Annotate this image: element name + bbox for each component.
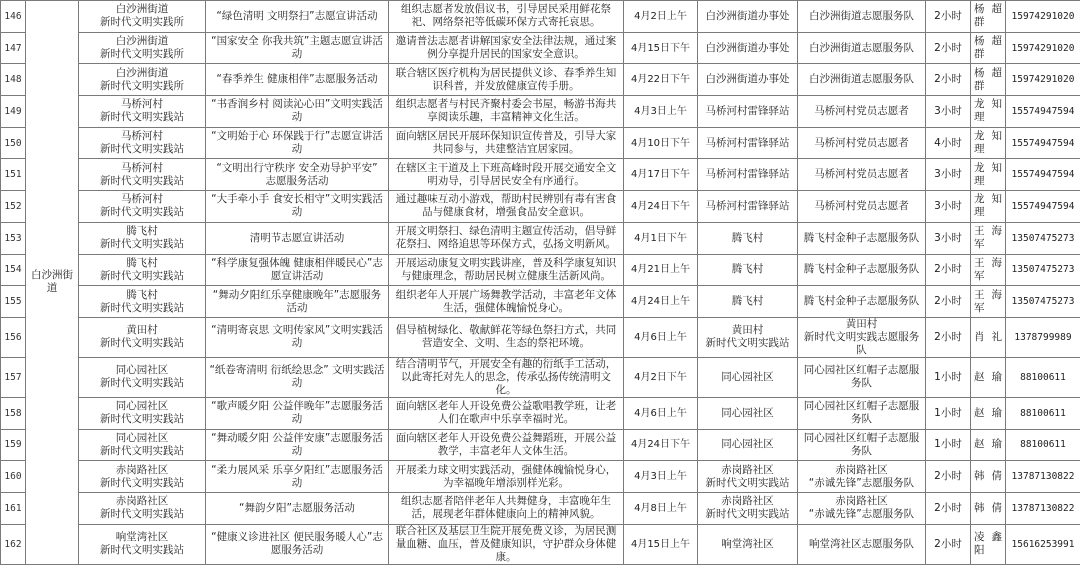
row-number-cell: 160 [1,461,26,493]
activity-name-cell: “歌声暖夕阳 公益伴晚年”志愿服务活动 [206,397,389,429]
activity-content-cell: 面向辖区居民开展环保知识宣传普及，引导大家共同参与，共建整洁宜居家园。 [389,127,624,159]
activity-place-cell: 马桥河村雷锋驿站 [698,127,798,159]
table-row [1,524,1080,564]
organizer-cell: 白沙洲街道 新时代文明实践所 [79,1,206,33]
duration-cell: 3小时 [926,222,971,254]
activity-name-cell: “舞动暖夕阳 公益伴安康”志愿服务活动 [206,429,389,461]
volunteer-team-cell: 同心园社区红帽子志愿服务队 [798,357,926,397]
row-number-cell: 162 [1,524,26,564]
activity-content-cell: 开展柔力球文明实践活动，强健体魄愉悦身心，为幸福晚年增添别样光彩。 [389,461,624,493]
activity-date-cell: 4月1日下午 [624,222,698,254]
organizer-cell: 同心园社区 新时代文明实践站 [79,429,206,461]
activity-content-cell: 面向辖区老年人开设免费公益舞蹈班，开展公益教学，丰富老年人文体生活。 [389,429,624,461]
organizer-cell: 腾飞村 新时代文明实践站 [79,222,206,254]
contact-phone-cell: 13507475273 [1006,286,1080,318]
duration-cell: 2小时 [926,461,971,493]
activity-name-cell: “春季养生 健康相伴”志愿服务活动 [206,64,389,96]
activity-content-cell: 联合辖区医疗机构为居民提供义诊、春季养生知识科普，并发放健康宣传手册。 [389,64,624,96]
activity-place-cell: 同心园社区 [698,397,798,429]
contact-person-cell: 王海军 [971,222,1006,254]
table-row [1,222,1080,254]
row-number-cell: 161 [1,492,26,524]
activity-name-cell: “清明寄哀思 文明传家风”文明实践活动 [206,317,389,357]
contact-phone-cell: 15974291020 [1006,64,1080,96]
activity-date-cell: 4月6日上午 [624,317,698,357]
volunteer-team-cell: 腾飞村金种子志愿服务队 [798,286,926,318]
contact-person-cell: 龙知理 [971,96,1006,128]
organizer-cell: 赤岗路社区 新时代文明实践站 [79,461,206,493]
duration-cell: 1小时 [926,397,971,429]
activity-date-cell: 4月8日上午 [624,492,698,524]
contact-phone-cell: 15616253991 [1006,524,1080,564]
table-row [1,461,1080,493]
table-row [1,286,1080,318]
organizer-cell: 黄田村 新时代文明实践站 [79,317,206,357]
activity-content-cell: 组织老年人开展广场舞教学活动，丰富老年文体生活，强健体魄愉悦身心。 [389,286,624,318]
organizer-cell: 白沙洲街道 新时代文明实践所 [79,32,206,64]
activity-date-cell: 4月6日上午 [624,397,698,429]
table-row [1,127,1080,159]
activity-name-cell: “纸卷寄清明 衍纸绘思念” 文明实践活动 [206,357,389,397]
volunteer-team-cell: 马桥河村党员志愿者 [798,96,926,128]
contact-phone-cell: 88100611 [1006,357,1080,397]
table-row [1,159,1080,191]
activity-content-cell: 结合清明节气，开展安全有趣的衍纸手工活动，以此寄托对先人的思念，传承弘扬传统清明文化。 [389,357,624,397]
table-row [1,64,1080,96]
activity-name-cell: “舞韵夕阳”志愿服务活动 [206,492,389,524]
contact-phone-cell: 13787130822 [1006,492,1080,524]
contact-phone-cell: 13507475273 [1006,254,1080,286]
activity-date-cell: 4月10日下午 [624,127,698,159]
row-number-cell: 147 [1,32,26,64]
contact-phone-cell: 15574947594 [1006,159,1080,191]
duration-cell: 2小时 [926,254,971,286]
contact-person-cell: 杨超群 [971,64,1006,96]
activity-date-cell: 4月17日下午 [624,159,698,191]
activity-content-cell: 邀请普法志愿者讲解国家安全法律法规，通过案例分享提升居民的国家安全意识。 [389,32,624,64]
activity-name-cell: “国家安全 你我共筑”主题志愿宣讲活动 [206,32,389,64]
contact-person-cell: 龙知理 [971,159,1006,191]
organizer-cell: 马桥河村 新时代文明实践站 [79,159,206,191]
organizer-cell: 白沙洲街道 新时代文明实践所 [79,64,206,96]
contact-person-cell: 杨超群 [971,1,1006,33]
activity-content-cell: 组织志愿者与村民齐聚村委会书屋，畅游书海共享阅读乐趣，丰富精神文化生活。 [389,96,624,128]
contact-person-cell: 王海军 [971,286,1006,318]
volunteer-team-cell: 马桥河村党员志愿者 [798,159,926,191]
duration-cell: 3小时 [926,191,971,223]
table-row [1,357,1080,397]
activity-place-cell: 白沙洲街道办事处 [698,64,798,96]
activity-date-cell: 4月24日下午 [624,429,698,461]
activity-content-cell: 联合社区及基层卫生院开展免费义诊，为居民测量血糖、血压，普及健康知识，守护群众身体健康。 [389,524,624,564]
contact-phone-cell: 15974291020 [1006,32,1080,64]
activity-name-cell: “健康义诊进社区 便民服务暖人心”志愿服务活动 [206,524,389,564]
volunteer-team-cell: 马桥河村党员志愿者 [798,191,926,223]
contact-phone-cell: 13507475273 [1006,222,1080,254]
row-number-cell: 156 [1,317,26,357]
table-row [1,492,1080,524]
activity-place-cell: 马桥河村雷锋驿站 [698,191,798,223]
organizer-cell: 马桥河村 新时代文明实践站 [79,127,206,159]
contact-person-cell: 凌鑫阳 [971,524,1006,564]
row-number-cell: 146 [1,1,26,33]
contact-person-cell: 龙知理 [971,191,1006,223]
activity-content-cell: 倡导植树绿化、敬献鲜花等绿色祭扫方式，共同营造安全、文明、生态的祭祀环境。 [389,317,624,357]
row-number-cell: 159 [1,429,26,461]
table-row [1,1,1080,33]
contact-phone-cell: 88100611 [1006,397,1080,429]
table-row [1,429,1080,461]
organizer-cell: 同心园社区 新时代文明实践站 [79,357,206,397]
duration-cell: 2小时 [926,317,971,357]
activity-place-cell: 黄田村 新时代文明实践站 [698,317,798,357]
activity-content-cell: 开展运动康复文明实践讲座，普及科学康复知识与健康理念，帮助居民树立健康生活新风尚。 [389,254,624,286]
contact-person-cell: 杨超群 [971,32,1006,64]
organizer-cell: 赤岗路社区 新时代文明实践站 [79,492,206,524]
table-row [1,96,1080,128]
activity-name-cell: “书香润乡村 阅读沁心田”文明实践活动 [206,96,389,128]
row-number-cell: 151 [1,159,26,191]
activity-content-cell: 开展文明祭扫、绿色清明主题宣传活动，倡导鲜花祭扫、网络追思等环保方式，弘扬文明新风。 [389,222,624,254]
table-row [1,317,1080,357]
activity-name-cell: 清明节志愿宣讲活动 [206,222,389,254]
activity-date-cell: 4月2日上午 [624,1,698,33]
row-number-cell: 155 [1,286,26,318]
activity-place-cell: 响堂湾社区 [698,524,798,564]
activity-place-cell: 马桥河村雷锋驿站 [698,96,798,128]
volunteer-team-cell: 马桥河村党员志愿者 [798,127,926,159]
duration-cell: 2小时 [926,524,971,564]
activity-date-cell: 4月24日下午 [624,191,698,223]
activity-name-cell: “文明始于心 环保践于行”志愿宣讲活动 [206,127,389,159]
activity-content-cell: 通过趣味互动小游戏，帮助村民辨别有毒有害食品与健康食材，增强食品安全意识。 [389,191,624,223]
table-row [1,191,1080,223]
activity-content-cell: 组织志愿者陪伴老年人共舞健身，丰富晚年生活，展现老年群体健康向上的精神风貌。 [389,492,624,524]
contact-phone-cell: 15574947594 [1006,191,1080,223]
contact-phone-cell: 15574947594 [1006,96,1080,128]
activity-content-cell: 面向辖区老年人开设免费公益歌唱教学班，让老人们在歌声中乐享幸福时光。 [389,397,624,429]
contact-person-cell: 王海军 [971,254,1006,286]
activity-content-cell: 在辖区主干道及上下班高峰时段开展交通安全文明劝导，引导居民安全有序通行。 [389,159,624,191]
activity-name-cell: “舞动夕阳红乐享健康晚年”志愿服务活动 [206,286,389,318]
volunteer-team-cell: 腾飞村金种子志愿服务队 [798,254,926,286]
contact-person-cell: 赵 瑜 [971,397,1006,429]
volunteer-team-cell: 腾飞村金种子志愿服务队 [798,222,926,254]
contact-phone-cell: 1378799989 [1006,317,1080,357]
activity-name-cell: “柔力展风采 乐享夕阳红”志愿服务活动 [206,461,389,493]
volunteer-team-cell: 白沙洲街道志愿服务队 [798,32,926,64]
volunteer-team-cell: 黄田村 新时代文明实践志愿服务队 [798,317,926,357]
table-body [1,1,1080,565]
activity-date-cell: 4月3日上午 [624,461,698,493]
volunteer-team-cell: 白沙洲街道志愿服务队 [798,64,926,96]
contact-person-cell: 肖 礼 [971,317,1006,357]
activity-name-cell: “文明出行守秩序 安全劝导护平安” 志愿服务活动 [206,159,389,191]
activity-name-cell: “大手牵小手 食安长相守”文明实践活动 [206,191,389,223]
contact-person-cell: 赵 瑜 [971,429,1006,461]
row-number-cell: 149 [1,96,26,128]
activity-date-cell: 4月21日上午 [624,254,698,286]
volunteer-team-cell: 同心园社区红帽子志愿服务队 [798,429,926,461]
contact-person-cell: 韩 倩 [971,492,1006,524]
activity-place-cell: 赤岗路社区 新时代文明实践站 [698,492,798,524]
row-number-cell: 154 [1,254,26,286]
activity-place-cell: 赤岗路社区 新时代文明实践站 [698,461,798,493]
organizer-cell: 腾飞村 新时代文明实践站 [79,254,206,286]
activity-place-cell: 白沙洲街道办事处 [698,1,798,33]
contact-phone-cell: 13787130822 [1006,461,1080,493]
row-number-cell: 153 [1,222,26,254]
duration-cell: 2小时 [926,64,971,96]
duration-cell: 1小时 [926,357,971,397]
activity-name-cell: “科学康复强体魄 健康相伴暖民心”志愿宣讲活动 [206,254,389,286]
contact-phone-cell: 88100611 [1006,429,1080,461]
row-number-cell: 150 [1,127,26,159]
district-cell: 白沙洲街道 [26,1,79,565]
duration-cell: 2小时 [926,286,971,318]
organizer-cell: 同心园社区 新时代文明实践站 [79,397,206,429]
activity-date-cell: 4月2日下午 [624,357,698,397]
duration-cell: 3小时 [926,159,971,191]
activity-date-cell: 4月22日下午 [624,64,698,96]
volunteer-team-cell: 同心园社区红帽子志愿服务队 [798,397,926,429]
contact-person-cell: 赵 瑜 [971,357,1006,397]
activity-place-cell: 白沙洲街道办事处 [698,32,798,64]
activity-place-cell: 同心园社区 [698,357,798,397]
duration-cell: 2小时 [926,32,971,64]
contact-person-cell: 韩 倩 [971,461,1006,493]
volunteer-team-cell: 响堂湾社区志愿服务队 [798,524,926,564]
activity-date-cell: 4月24日上午 [624,286,698,318]
row-number-cell: 152 [1,191,26,223]
contact-phone-cell: 15574947594 [1006,127,1080,159]
activity-name-cell: “绿色清明 文明祭扫”志愿宣讲活动 [206,1,389,33]
row-number-cell: 157 [1,357,26,397]
activity-place-cell: 腾飞村 [698,222,798,254]
duration-cell: 3小时 [926,96,971,128]
activity-content-cell: 组织志愿者发放倡议书，引导居民采用鲜花祭祀、网络祭祀等低碳环保方式寄托哀思。 [389,1,624,33]
row-number-cell: 158 [1,397,26,429]
volunteer-team-cell: 白沙洲街道志愿服务队 [798,1,926,33]
table-row [1,254,1080,286]
contact-phone-cell: 15974291020 [1006,1,1080,33]
organizer-cell: 响堂湾社区 新时代文明实践站 [79,524,206,564]
table-row [1,32,1080,64]
duration-cell: 1小时 [926,429,971,461]
activity-place-cell: 马桥河村雷锋驿站 [698,159,798,191]
row-number-cell: 148 [1,64,26,96]
activity-place-cell: 同心园社区 [698,429,798,461]
table-row [1,397,1080,429]
organizer-cell: 马桥河村 新时代文明实践站 [79,191,206,223]
duration-cell: 2小时 [926,1,971,33]
duration-cell: 2小时 [926,492,971,524]
activity-place-cell: 腾飞村 [698,254,798,286]
contact-person-cell: 龙知理 [971,127,1006,159]
organizer-cell: 马桥河村 新时代文明实践站 [79,96,206,128]
activity-date-cell: 4月3日上午 [624,96,698,128]
activity-date-cell: 4月15日下午 [624,32,698,64]
duration-cell: 4小时 [926,127,971,159]
volunteer-team-cell: 赤岗路社区 “赤诚先锋”志愿服务队 [798,461,926,493]
volunteer-team-cell: 赤岗路社区 “赤诚先锋”志愿服务队 [798,492,926,524]
activity-date-cell: 4月15日上午 [624,524,698,564]
activity-place-cell: 腾飞村 [698,286,798,318]
organizer-cell: 腾飞村 新时代文明实践站 [79,286,206,318]
